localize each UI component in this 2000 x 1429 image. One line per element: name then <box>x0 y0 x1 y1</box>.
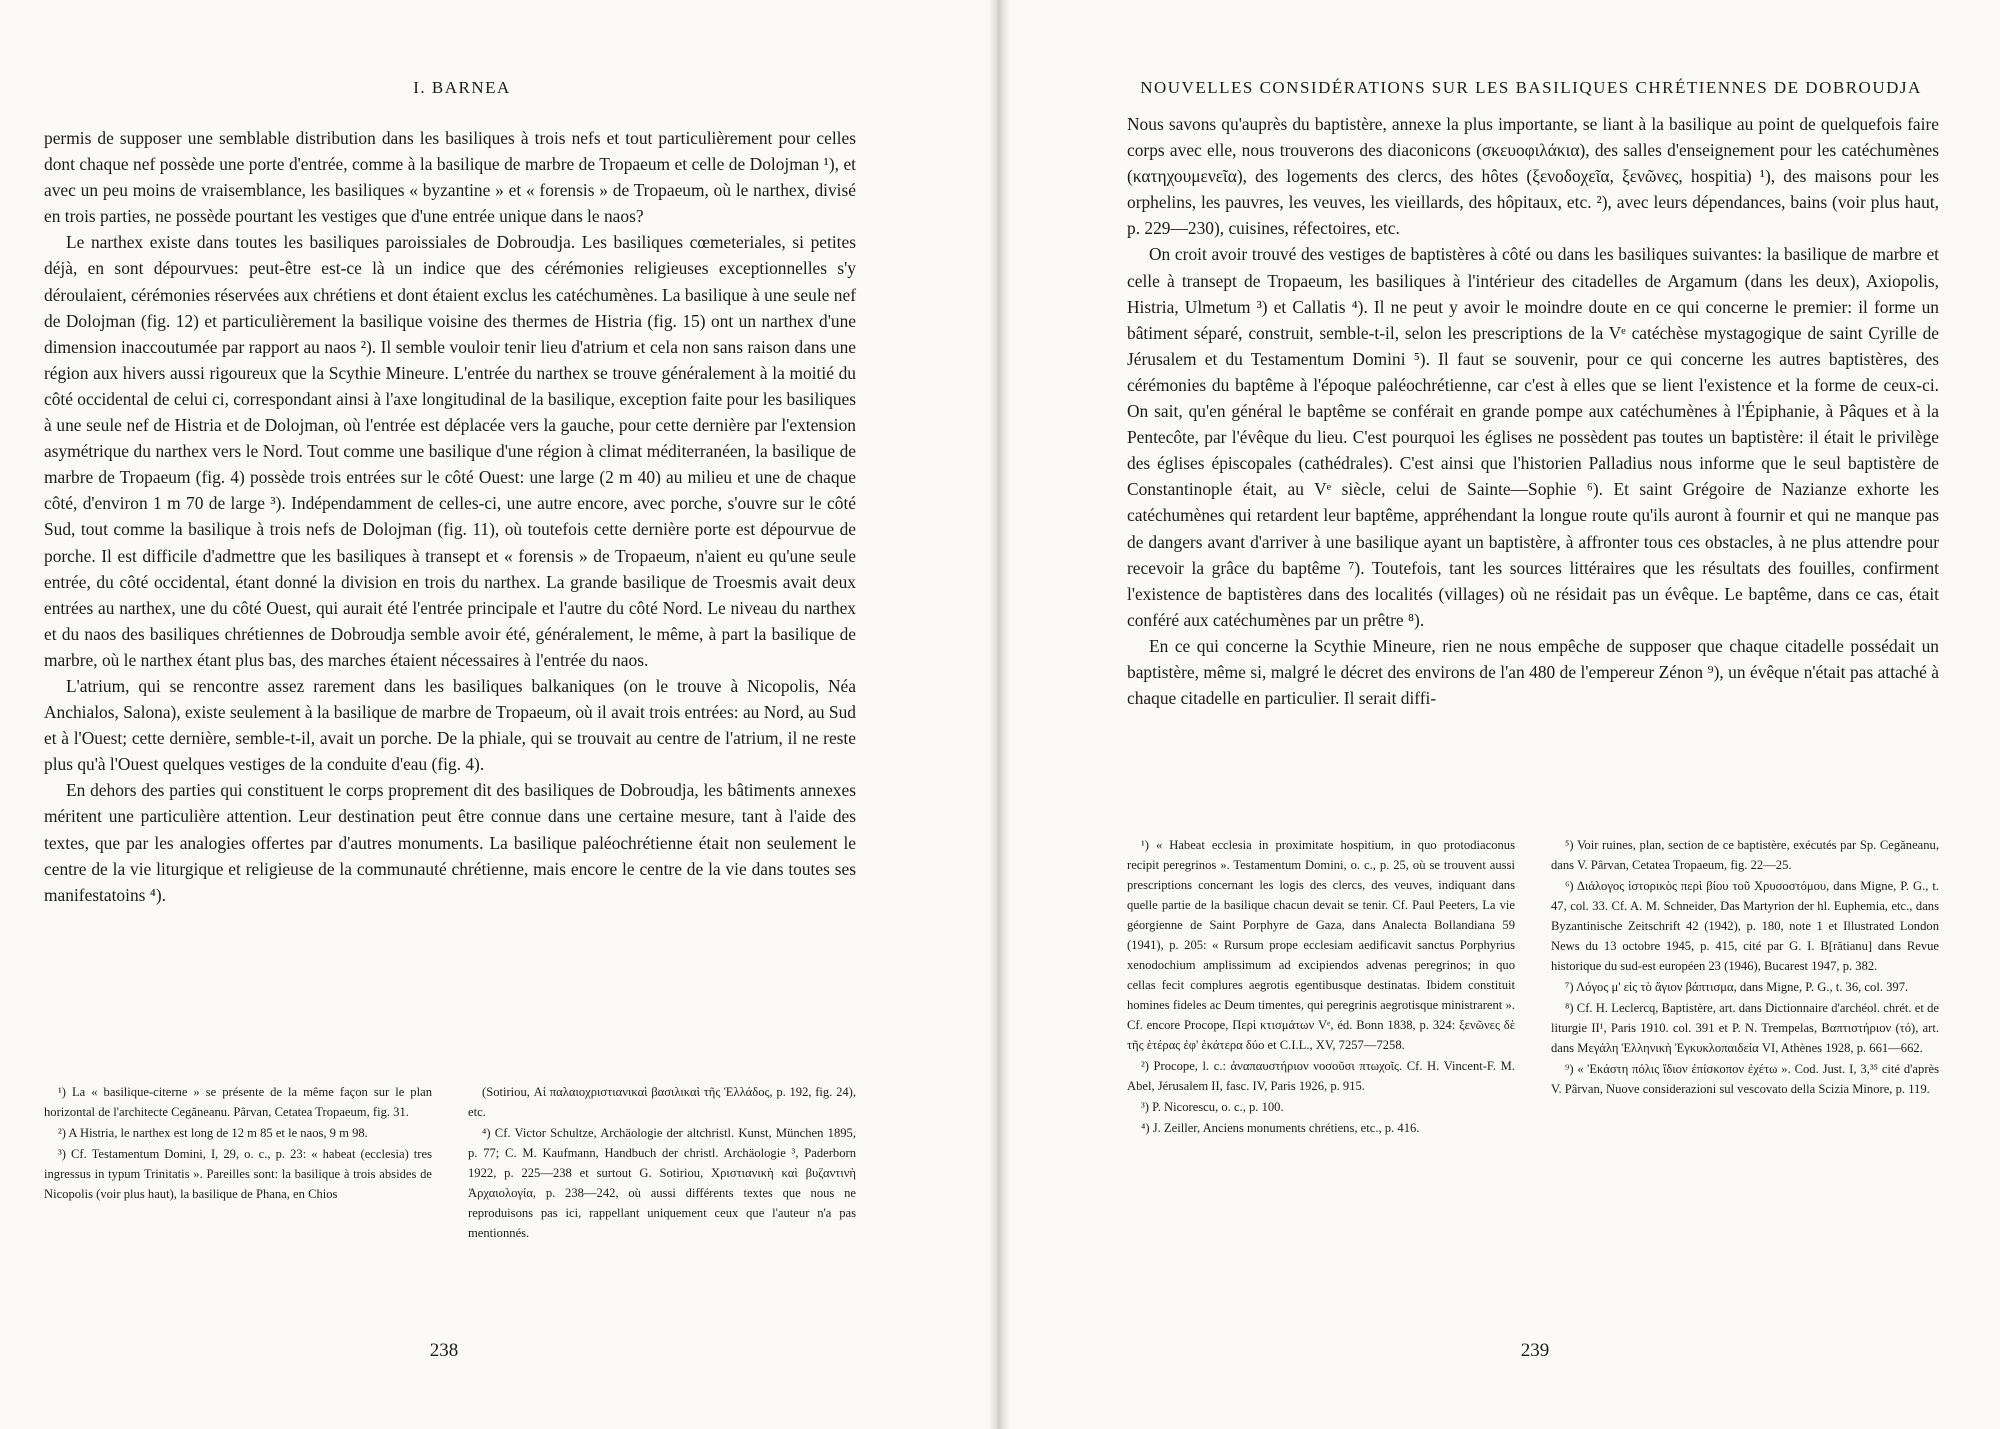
book-gutter <box>988 0 1010 1429</box>
footnote: ⁷) Λόγος μ' εἰς τὸ ἅγιον βάπτισμα, dans Migne, P. G., t. 36, col. 397. <box>1565 980 1909 994</box>
footnote: ⁸) Cf. H. Leclercq, Baptistère, art. dans Dictionnaire d'archéol. chrét. et de liturgie II¹, Paris 1910. col. 391 et P. N. Trempelas, Βαπτιστήριον (τό), art. dans Μεγάλη Ἑλληνικὴ Ἐγκυκλοπαιδεία VI, Athènes 1928, p. 661—662. <box>1551 1001 1939 1055</box>
page-number-right: 239 <box>1520 1340 1550 1361</box>
left-footnotes <box>44 1082 856 1244</box>
running-head-left: I. BARNEA <box>413 78 511 97</box>
footnote: ³) Cf. Testamentum Domini, I, 29, o. c., p. 23: « habeat (ecclesia) tres ingressus in typum Trinitatis ». Pareilles sont: la basilique à trois absides de Nicopolis (voir plus haut), la basilique de Phana, en Chios <box>44 1147 432 1201</box>
left-page <box>0 0 995 1429</box>
left-paragraph-1: permis de supposer une semblable distribution dans les basiliques à trois nefs et tout particulièrement pour celles dont chaque nef possède une porte d'entrée, comme à la basilique de marbre de Tropaeum et celle de Dolojman ¹), et avec un peu moins de vraisemblance, les basiliques « byzantine » et « forensis » de Tropaeum, où le narthex, divisé en trois parties, ne possède pourtant les vestiges que d'une entrée unique dans le naos? <box>44 128 856 227</box>
footnote: ¹) « Habeat ecclesia in proximitate hospitium, in quo protodiaconus recipit peregrinos ». Testamentum Domini, o. c., p. 25, où se trouvent aussi prescriptions concernant les logis des clercs, des veuves, indiquant dans quelle partie de la basilique chacun devait se tenir. Cf. Paul Peeters, La vie géorgienne de Saint Porphyre de Gaza, dans Analecta Bollandiana 59 (1941), p. 205: « Rursum prope ecclesiam aedificavit sanctus Porphyrius xenodochium amplissimum ad excipiendos advenas peregrinos; in quo cellas fecit complures aegrotis egentibusque destinatas. Ibidem constituit homines fideles ac Deum timentes, qui peregrinis aegrotisque ministrarent ». Cf. encore Procope, Περὶ κτισμάτων Vᵉ, éd. Bonn 1838, p. 324: ξενῶνες δὲ τῆς ἑτέρας ἐφ' ἑκάτερα δύο et C.I.L., XV, 7257—7258. <box>1127 838 1515 1052</box>
right-footnotes <box>1127 835 1939 1139</box>
footnote: ⁹) « Ἑκάστη πόλις ἴδιον ἐπίσκοπον ἐχέτω ». Cod. Just. I, 3,³⁵ cité d'après V. Pârvan, Nuove considerazioni sul vescovato della Scizia Minore, p. 119. <box>1551 1062 1939 1096</box>
left-footnotes-col-1 <box>44 1082 432 1244</box>
footnote: ⁶) Διάλογος ἱστορικὸς περὶ βίου τοῦ Χρυσοστόμου, dans Migne, P. G., t. 47, col. 33. Cf. A. M. Schneider, Das Martyrion der hl. Euphemia, etc., dans Byzantinische Zeitschrift 42 (1942), p. 180, note 1 et Illustrated London News du 13 octobre 1945, p. 415, cité par G. I. B[rătianu] dans Revue historique du sud-est européen 23 (1946), Bucarest 1947, p. 382. <box>1551 879 1939 973</box>
left-footnotes-col-2 <box>468 1082 856 1244</box>
footnote: ⁵) Voir ruines, plan, section de ce baptistère, exécutés par Sp. Cegăneanu, dans V. Pârvan, Cetatea Tropaeum, fig. 22—25. <box>1551 838 1939 872</box>
right-footnotes-col-2 <box>1551 835 1939 1139</box>
footnote: ²) Procope, l. c.: ἀναπαυστήριον νοσοῦσι πτωχοῖς. Cf. H. Vincent-F. M. Abel, Jérusalem II, fasc. IV, Paris 1926, p. 915. <box>1127 1059 1515 1093</box>
footnote: (Sotiriou, Αἱ παλαιοχριστιανικαὶ βασιλικαὶ τῆς Ἑλλάδος, p. 192, fig. 24), etc. <box>468 1085 856 1119</box>
footnote: ⁴) J. Zeiller, Anciens monuments chrétiens, etc., p. 416. <box>1141 1121 1420 1135</box>
right-paragraph-2: On croit avoir trouvé des vestiges de baptistères à côté ou dans les basiliques suivantes: la basilique de marbre et celle à transept de Tropaeum, les basiliques à l'intérieur des citadelles de Argamum (dans les deux), Axiopolis, Histria, Ulmetum ³) et Callatis ⁴). Il ne peut y avoir le moindre doute en ce qui concerne le premier: il forme un bâtiment séparé, construit, semble-t-il, selon les prescriptions de la Vᵉ catéchèse mystagogique de saint Cyrille de Jérusalem et du Testamentum Domini ⁵). Il faut se souvenir, pour ce qui concerne les autres baptistères, des cérémonies du baptême à l'époque paléochrétienne, car c'est à elles que se lient l'existence et la forme de ceux-ci. On sait, qu'en général le baptême se conférait en grande pompe aux catéchumènes à l'Épiphanie, à Pâques et à la Pentecôte, par l'évêque du lieu. C'est pourquoi les églises ne possèdent pas toutes un baptistère: il était le privilège des églises épiscopales (cathédrales). C'est ainsi que l'historien Palladius nous informe que le seul baptistère de Constantinople était, au Vᵉ siècle, celui de Sainte—Sophie ⁶). Et saint Grégoire de Nazianze exhorte les catéchumènes qui retardent leur baptême, appréhendant la longue route qu'ils auront à fournir et qui ne manque pas de dangers avant d'arriver à une basilique ayant un baptistère, à affronter tous ces obstacles, à ne plus attendre pour recevoir la grâce du baptême ⁷). Toutefois, tant les sources littéraires que les résultats des fouilles, confirment l'existence de baptistères dans des localités (villages) où ne résidait pas un évêque. Le baptême, dans ce cas, était conféré aux catéchumènes par un prêtre ⁸). <box>1127 244 1939 630</box>
right-page <box>1000 0 2000 1429</box>
left-paragraph-2: Le narthex existe dans toutes les basiliques paroissiales de Dobroudja. Les basiliques cœmeteriales, si petites déjà, en sont dépourvues: peut-être est-ce là un indice que des cérémonies religieuses exceptionnelles s'y déroulaient, cérémonies réservées aux chrétiens et dont étaient exclus les catéchumènes. La basilique à une seule nef de Dolojman (fig. 12) et particulièrement la basilique voisine des thermes de Histria (fig. 15) ont un narthex d'une dimension inaccoutumée par rapport au naos ²). Il semble vouloir tenir lieu d'atrium et cela non sans raison dans une région aux hivers aussi rigoureux que la Scythie Mineure. L'entrée du narthex se trouve généralement à la moitié du côté occidental de celui ci, correspondant ainsi à l'axe longitudinal de la basilique, exception faite pour les basiliques à une seule nef de Histria et de Dolojman, où l'entrée est déplacée vers la gauche, pour cette dernière par l'extension asymétrique du narthex vers le Nord. Tout comme une basilique d'une région à climat méditerranéen, la basilique de marbre de Tropaeum (fig. 4) possède trois entrées sur le côté Ouest: une large (2 m 40) au milieu et une de chaque côté, d'environ 1 m 70 de large ³). Indépendamment de celles-ci, une autre encore, avec porche, s'ouvre sur le côté Sud, tout comme la basilique à trois nefs de Dolojman (fig. 11), où toutefois cette dernière porte est dépourvue de porche. Il est difficile d'admettre que les basiliques à transept et « forensis » de Tropaeum, n'aient eu qu'une seule entrée, du côté occidental, étant donné la division en trois du narthex. La grande basilique de Troesmis avait deux entrées au narthex, une du côté Ouest, qui aurait été l'entrée principale et l'autre du côté Nord. Le niveau du narthex et du naos des basiliques chrétiennes de Dobroudja semble avoir été, généralement, le même, à part la basilique de marbre, où le narthex étant plus bas, des marches étaient nécessaires à l'entrée du naos. <box>44 232 857 670</box>
left-paragraph-4: En dehors des parties qui constituent le corps proprement dit des basiliques de Dobroudja, les bâtiments annexes méritent une particulière attention. Leur destination peut être connue dans une certaine mesure, tant à l'aide des textes, que par les analogies offertes par d'autres monuments. La basilique paléochrétienne était non seulement le centre de la vie liturgique et religieuse de la communauté chrétienne, mais encore le centre de la vie dans toutes ses manifestatoins ⁴). <box>44 780 856 905</box>
left-paragraph-3: L'atrium, qui se rencontre assez rarement dans les basiliques balkaniques (on le trouve à Nicopolis, Néa Anchialos, Salona), existe seulement à la basilique de marbre de Tropaeum, où il avait trois entrées: au Nord, au Sud et à l'Ouest; cette dernière, semble-t-il, avait un porche. De la phiale, qui se trouvait au centre de l'atrium, il ne reste plus qu'à l'Ouest quelques vestiges de la conduite d'eau (fig. 4). <box>44 675 856 775</box>
right-paragraph-3: En ce qui concerne la Scythie Mineure, rien ne nous empêche de supposer que chaque citadelle possédait un baptistère, même si, malgré le décret des environs de l'an 480 de l'empereur Zénon ⁹), un évêque n'était pas attaché à chaque citadelle en particulier. Il serait diffi- <box>1127 635 1939 709</box>
right-body-text <box>1127 111 1939 711</box>
left-body-text <box>44 125 856 908</box>
right-paragraph-1: Nous savons qu'auprès du baptistère, annexe la plus importante, se liant à la basilique au point de quelquefois faire corps avec elle, nous trouverons des diaconicons (σκευοφιλάκια), des salles d'enseignement pour les catéchumènes (κατηχουμενεῖα), des logements des clercs, des hôtes (ξενοδοχεῖα, ξενῶνες, hospitia) ¹), des maisons pour les orphelins, les pauvres, les veuves, les vieillards, des hôpitaux, etc. ²), avec leurs dépendances, bains (voir plus haut, p. 229—230), cuisines, réfectoires, etc. <box>1127 114 1939 239</box>
footnote: ⁴) Cf. Victor Schultze, Archäologie der altchristl. Kunst, München 1895, p. 77; C. M. Kaufmann, Handbuch der christl. Archäologie ³, Paderborn 1922, p. 225—238 et surtout G. Sotiriou, Χριστιανικὴ καὶ βυζαντινὴ Ἀρχαιολογία, p. 238—242, où aussi différents textes que nous ne reproduisons pas ici, rappellant uniquement ceux que l'auteur n'a pas mentionnés. <box>468 1126 856 1240</box>
page-number-left: 238 <box>429 1340 459 1361</box>
footnote: ²) A Histria, le narthex est long de 12 m 85 et le naos, 9 m 98. <box>58 1126 368 1140</box>
right-footnotes-col-1 <box>1127 835 1515 1139</box>
footnote: ¹) La « basilique-citerne » se présente de la même façon sur le plan horizontal de l'architecte Cegăneanu. Pârvan, Cetatea Tropaeum, fig. 31. <box>44 1085 432 1119</box>
running-head-right: NOUVELLES CONSIDÉRATIONS SUR LES BASILIQUES CHRÉTIENNES DE DOBROUDJA <box>1140 78 1922 97</box>
footnote: ³) P. Nicorescu, o. c., p. 100. <box>1141 1100 1284 1114</box>
